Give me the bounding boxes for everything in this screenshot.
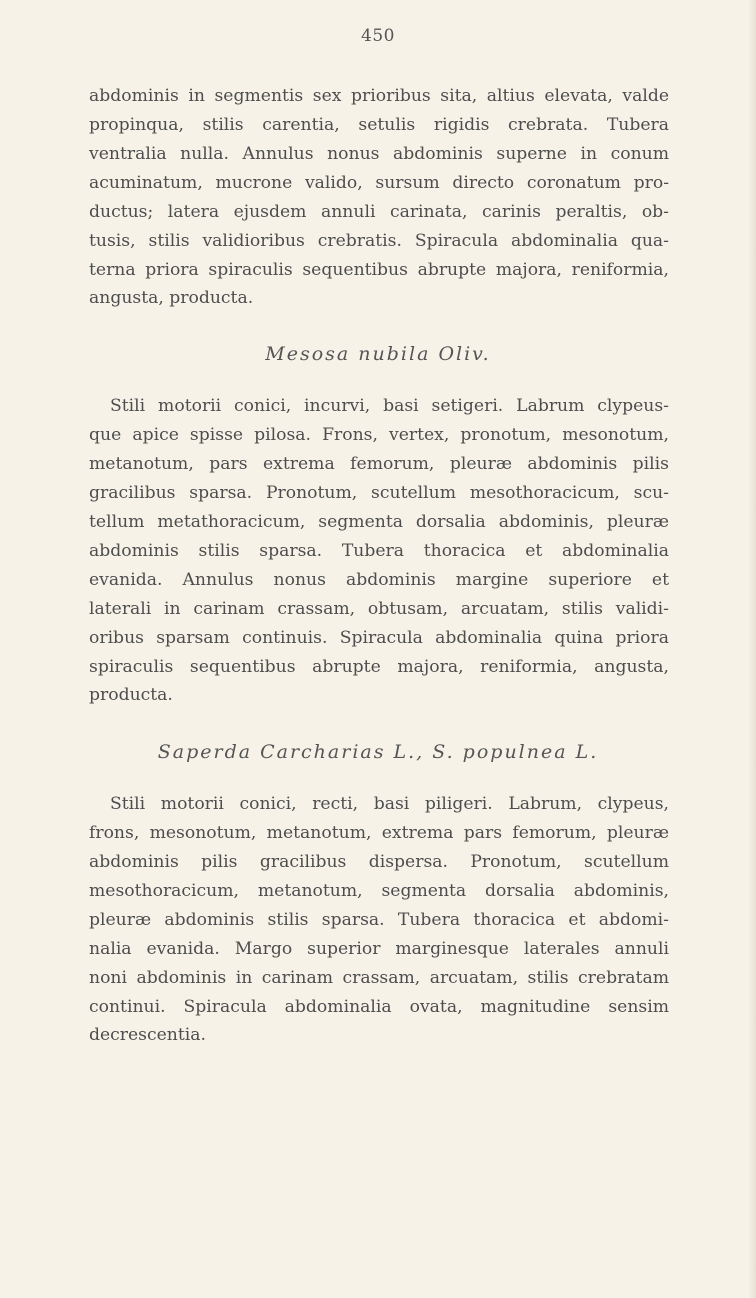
text-line: tellum metathoracicum, segmenta dorsalia abdominis, pleuræ [89, 512, 669, 532]
text-line: Stili motorii conici, incurvi, basi setigeri. Labrum clypeus- [110, 396, 669, 416]
text-line: ductus; latera ejusdem annuli carinata, carinis peraltis, ob- [89, 202, 669, 222]
text-line: ventralia nulla. Annulus nonus abdominis superne in conum [89, 144, 669, 164]
text-line: abdominis pilis gracilibus dispersa. Pronotum, scutellum [89, 852, 669, 872]
text-line: Stili motorii conici, recti, basi piligeri. Labrum, clypeus, [110, 794, 669, 814]
page-number: 450 [361, 26, 395, 46]
text-line: frons, mesonotum, metanotum, extrema pars femorum, pleuræ [89, 823, 669, 843]
text-line: propinqua, stilis carentia, setulis rigidis crebrata. Tubera [89, 115, 669, 135]
text-line: noni abdominis in carinam crassam, arcuatam, stilis crebratam [89, 968, 669, 988]
text-line: oribus sparsam continuis. Spiracula abdominalia quina priora [89, 628, 669, 648]
text-line: angusta, producta. [89, 288, 254, 308]
text-line: metanotum, pars extrema femorum, pleuræ abdominis pilis [89, 454, 669, 474]
text-line: evanida. Annulus nonus abdominis margine superiore et [89, 570, 669, 590]
text-line: nalia evanida. Margo superior marginesque laterales annuli [89, 939, 669, 959]
text-line: abdominis in segmentis sex prioribus sita, altius elevata, valde [89, 86, 669, 106]
text-line: que apice spisse pilosa. Frons, vertex, pronotum, mesonotum, [89, 425, 669, 445]
species-heading: Mesosa nubila Oliv. [265, 343, 491, 365]
text-line: laterali in carinam crassam, obtusam, arcuatam, stilis validi- [89, 599, 669, 619]
text-line: decrescentia. [89, 1025, 206, 1045]
text-line: acuminatum, mucrone valido, sursum directo coronatum pro- [89, 173, 669, 193]
text-line: spiraculis sequentibus abrupte majora, reniformia, angusta, [89, 657, 669, 677]
text-line: gracilibus sparsa. Pronotum, scutellum mesothoracicum, scu- [89, 483, 669, 503]
text-line: pleuræ abdominis stilis sparsa. Tubera thoracica et abdomi- [89, 910, 669, 930]
text-line: terna priora spiraculis sequentibus abrupte majora, reniformia, [89, 260, 669, 280]
page-edge-shadow [748, 0, 756, 1298]
text-line: abdominis stilis sparsa. Tubera thoracica et abdominalia [89, 541, 669, 561]
species-heading: Saperda Carcharias L., S. populnea L. [157, 741, 599, 763]
text-line: producta. [89, 685, 173, 705]
text-line: continui. Spiracula abdominalia ovata, magnitudine sensim [89, 997, 669, 1017]
text-line: tusis, stilis validioribus crebratis. Spiracula abdominalia qua- [89, 231, 669, 251]
text-line: mesothoracicum, metanotum, segmenta dorsalia abdominis, [89, 881, 669, 901]
